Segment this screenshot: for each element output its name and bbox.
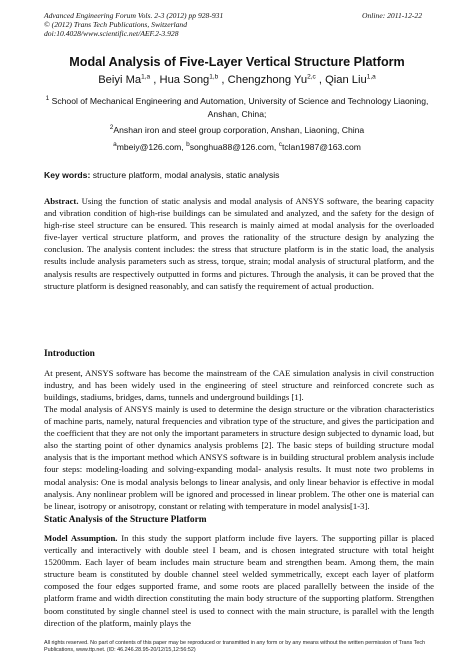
keywords-text: structure platform, modal analysis, static analysis — [92, 170, 280, 180]
affiliation-2 — [30, 124, 444, 137]
email-list — [30, 141, 444, 154]
author-name: Beiyi Ma — [98, 74, 142, 86]
affiliation-2-marker: 2 — [109, 124, 114, 132]
model-assumption-text: In this study the support platform include five layers. The supporting pillar is placed vertically and interactively with double steel I beam, and is chosen integrated structure with total height 15200mm. Each layer of beam includes main structure beam and strengthen beam. Among them, the main structure beam is constituted by double channel steel welded symmetrically, except each layer of platform composed the four edges supported frame, and some roots are placed parallelly between the inside of the platform frame and width direction constituting the main body structure of the supporting platform. Strengthen boom constituted by single channel steel is used to connect with the main structure, is parallel with the length direction of the platform, mainly plays the — [44, 533, 434, 628]
copyright-line: © (2012) Trans Tech Publications, Switzerland — [44, 20, 188, 29]
author-affiliation-marker: 1,a — [366, 73, 376, 81]
static-analysis-heading: Static Analysis of the Structure Platform — [44, 515, 207, 525]
abstract — [44, 195, 434, 292]
keywords — [44, 170, 434, 180]
intro-paragraph-1: At present, ANSYS software has become the mainstream of the CAE simulation analysis in civil construction industry, and has been widely used in the engineering of steel structure and reinforced concrete such as buildings, stadiums, bridges, dams, tunnels and underground buildings [1]. — [44, 368, 434, 403]
email-marker: a — [113, 141, 117, 149]
affiliation-1-marker: 1 — [45, 95, 50, 103]
email-address: tclan1987@163.com — [281, 142, 361, 152]
keywords-label: Key words: — [44, 170, 91, 180]
author-affiliation-marker: 1,b — [209, 73, 219, 81]
affiliation-1 — [30, 95, 444, 120]
doi-line: doi:10.4028/www.scientific.net/AEF.2-3.928 — [44, 29, 179, 38]
online-date: Online: 2011-12-22 — [362, 11, 422, 20]
author-separator: , — [218, 74, 228, 86]
model-assumption-paragraph — [44, 532, 434, 629]
author-affiliation-marker: 1,a — [141, 73, 151, 81]
affiliation-1-text: School of Mechanical Engineering and Automation, University of Science and Technology Liaoning, Anshan, China; — [51, 96, 429, 119]
author-affiliation-marker: 2,c — [307, 73, 316, 81]
copyright-footer: All rights reserved. No part of contents of this paper may be reproduced or transmitted in any form or by any means without the written permission of Trans Tech Publications, www.ttp.net. (ID: 46.246.28.95-20/12/15,12:56:52) — [44, 640, 426, 653]
email-marker: c — [278, 141, 282, 149]
introduction-heading: Introduction — [44, 349, 95, 359]
model-assumption-label: Model Assumption. — [44, 533, 118, 543]
email-separator: , — [181, 142, 187, 152]
email-separator: , — [273, 142, 279, 152]
paper-title: Modal Analysis of Five-Layer Vertical Structure Platform — [69, 55, 405, 69]
author-name: Qian Liu — [325, 74, 367, 86]
abstract-text: Using the function of static analysis and modal analysis of ANSYS software, the bearing capacity and vibration condition of high-rise buildings can be simulated and analyzed, and the safety for the design of high-rise steel structure can be ensured. This research is mainly aimed at modal analysis for the overloaded five-layer vertical structure platform, and proves the rationality of the structure design by analyzing the conclusion. The analysis content includes: the stress that structure platform is in the static load, the analysis results include analysis parameters such as stress, torque, strain; modal analysis of structural platform, and the analysis results are respectively outputted in forms and pictures. Through the analysis, it can be proved that the structure platform is designed reasonably, and can satisfy the requirement of actual production. — [44, 196, 435, 291]
author-name: Chengzhong Yu — [227, 74, 308, 86]
author-separator: , — [315, 74, 326, 86]
author-separator: , — [150, 74, 160, 86]
abstract-label: Abstract. — [44, 196, 79, 206]
intro-paragraph-2: The modal analysis of ANSYS mainly is used to determine the design structure or the vibration characteristics of machine parts, namely, natural frequencies and vibration type of the structure, and gives the participation and the coefficient that they are not only the important parameters in structure design subjected to dynamic load, but also the starting point of other dynamics analysis problems [2]. The basic steps of building structure modal analysis that is the important method which ANSYS software is in building structural problem analysis include four steps: modeling-loading and solving-expanding modal- analysis results. It must note two problems in modal analysis: One is modal analysis belongs to linear analysis, and only linear behavior is effective in modal analysis. Any nonlinear problem will be ignored and processed in linear problem. The other one is material can be linear, isotropy or anisotropy, constant or relating with temperature in model analysis[1-3]. — [44, 404, 434, 511]
author-list — [0, 74, 474, 86]
author-name: Hua Song — [159, 74, 210, 86]
journal-info — [44, 11, 223, 38]
email-address: songhua88@126.com — [189, 142, 274, 152]
email-address: mbeiy@126.com — [116, 142, 182, 152]
email-marker: b — [186, 141, 190, 149]
journal-citation: Advanced Engineering Forum Vols. 2-3 (2012) pp 928-931 — [44, 11, 224, 20]
affiliation-2-text: Anshan iron and steel group corporation, Anshan, Liaoning, China — [113, 125, 365, 135]
